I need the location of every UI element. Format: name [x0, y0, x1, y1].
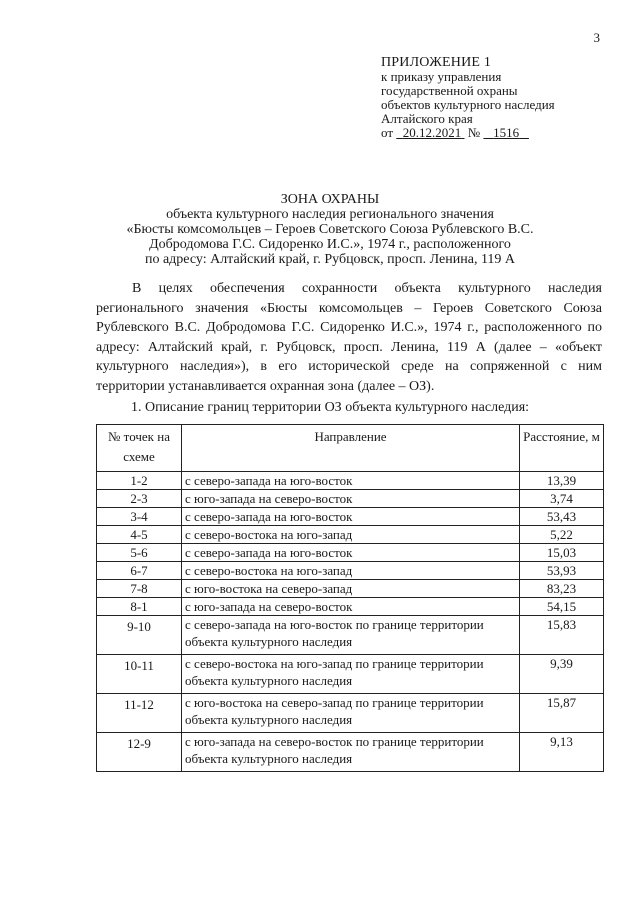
- page-number: 3: [593, 30, 600, 45]
- cell-direction: с северо-востока на юго-запад по границе территории объекта культурного наследия: [182, 655, 520, 694]
- cell-points: 6-7: [97, 562, 182, 580]
- cell-direction: с юго-запада на северо-восток: [182, 490, 520, 508]
- cell-direction: с северо-востока на юго-запад: [182, 562, 520, 580]
- cell-points: 9-10: [97, 616, 182, 655]
- cell-points: 2-3: [97, 490, 182, 508]
- cell-distance: 5,22: [520, 526, 604, 544]
- table-row: [97, 580, 604, 598]
- zone-title: ЗОНА ОХРАНЫ: [280, 192, 380, 207]
- cell-points: 3-4: [97, 508, 182, 526]
- order-number: 1516: [493, 125, 520, 140]
- cell-points: 11-12: [97, 694, 182, 733]
- header-distance: Расстояние, м: [520, 425, 604, 472]
- zone-title-line: «Бюсты комсомольцев – Героев Советского Союза Рублевского В.С.: [126, 222, 534, 237]
- table-row: [97, 616, 604, 655]
- cell-points: 8-1: [97, 598, 182, 616]
- cell-distance: 9,13: [520, 733, 604, 772]
- section-title: 1. Описание границ территории ОЗ объекта культурного наследия:: [131, 400, 530, 415]
- table-row: [97, 526, 604, 544]
- cell-points: 5-6: [97, 544, 182, 562]
- appendix-line: Алтайского края: [381, 111, 473, 126]
- appendix-date-line: [381, 126, 621, 140]
- boundary-table: [96, 424, 604, 772]
- cell-direction: с юго-востока на северо-запад по границе территории объекта культурного наследия: [182, 694, 520, 733]
- cell-points: 4-5: [97, 526, 182, 544]
- intro-paragraph: В целях обеспечения сохранности объекта культурного наследия регионального значения «Бюсты комсомольцев – Героев Советского Союза Рублевского В.С. Добродомова Г.С. Сидоренко И.С.», 1974 г., расположенного по адресу: Алтайский край, г. Рубцовск, просп. Ленина, 119 А (далее – «объект культурного наследия»), в его исторической среде на сопряженной с ним территории устанавливается охранная зона (далее – ОЗ).: [96, 281, 602, 394]
- appendix-block: [381, 56, 621, 140]
- cell-direction: с северо-запада на юго-восток: [182, 544, 520, 562]
- cell-direction: с юго-запада на северо-восток по границе территории объекта культурного наследия: [182, 733, 520, 772]
- header-points: № точек на схеме: [97, 425, 182, 472]
- table-row: [97, 472, 604, 490]
- cell-points: 10-11: [97, 655, 182, 694]
- cell-distance: 15,03: [520, 544, 604, 562]
- zone-title-line: Добродомова Г.С. Сидоренко И.С.», 1974 г., расположенного: [149, 237, 511, 252]
- table-row: [97, 508, 604, 526]
- cell-points: 1-2: [97, 472, 182, 490]
- cell-distance: 9,39: [520, 655, 604, 694]
- table-row: [97, 655, 604, 694]
- appendix-line: государственной охраны: [381, 83, 518, 98]
- header-direction: Направление: [182, 425, 520, 472]
- cell-direction: с юго-востока на северо-запад: [182, 580, 520, 598]
- cell-distance: 13,39: [520, 472, 604, 490]
- cell-direction: с юго-запада на северо-восток: [182, 598, 520, 616]
- table-row: [97, 544, 604, 562]
- appendix-line: к приказу управления: [381, 69, 502, 84]
- cell-direction: с северо-запада на юго-восток по границе территории объекта культурного наследия: [182, 616, 520, 655]
- cell-direction: с северо-запада на юго-восток: [182, 508, 520, 526]
- table-row: [97, 490, 604, 508]
- cell-distance: 53,93: [520, 562, 604, 580]
- zone-title-block: [60, 192, 600, 267]
- date-prefix: от: [381, 125, 394, 140]
- cell-distance: 15,87: [520, 694, 604, 733]
- appendix-line: объектов культурного наследия: [381, 97, 555, 112]
- order-date: 20.12.2021: [402, 125, 462, 140]
- cell-distance: 15,83: [520, 616, 604, 655]
- number-sign: №: [467, 125, 481, 140]
- zone-title-line: по адресу: Алтайский край, г. Рубцовск, просп. Ленина, 119 А: [144, 252, 516, 267]
- cell-distance: 3,74: [520, 490, 604, 508]
- table-row: [97, 694, 604, 733]
- cell-direction: с северо-запада на юго-восток: [182, 472, 520, 490]
- cell-distance: 53,43: [520, 508, 604, 526]
- table-row: [97, 598, 604, 616]
- cell-direction: с северо-востока на юго-запад: [182, 526, 520, 544]
- cell-distance: 54,15: [520, 598, 604, 616]
- table-row: [97, 562, 604, 580]
- cell-distance: 83,23: [520, 580, 604, 598]
- appendix-title: ПРИЛОЖЕНИЕ 1: [381, 55, 492, 70]
- cell-points: 12-9: [97, 733, 182, 772]
- zone-title-line: объекта культурного наследия регионального значения: [166, 207, 494, 222]
- table-row: [97, 733, 604, 772]
- cell-points: 7-8: [97, 580, 182, 598]
